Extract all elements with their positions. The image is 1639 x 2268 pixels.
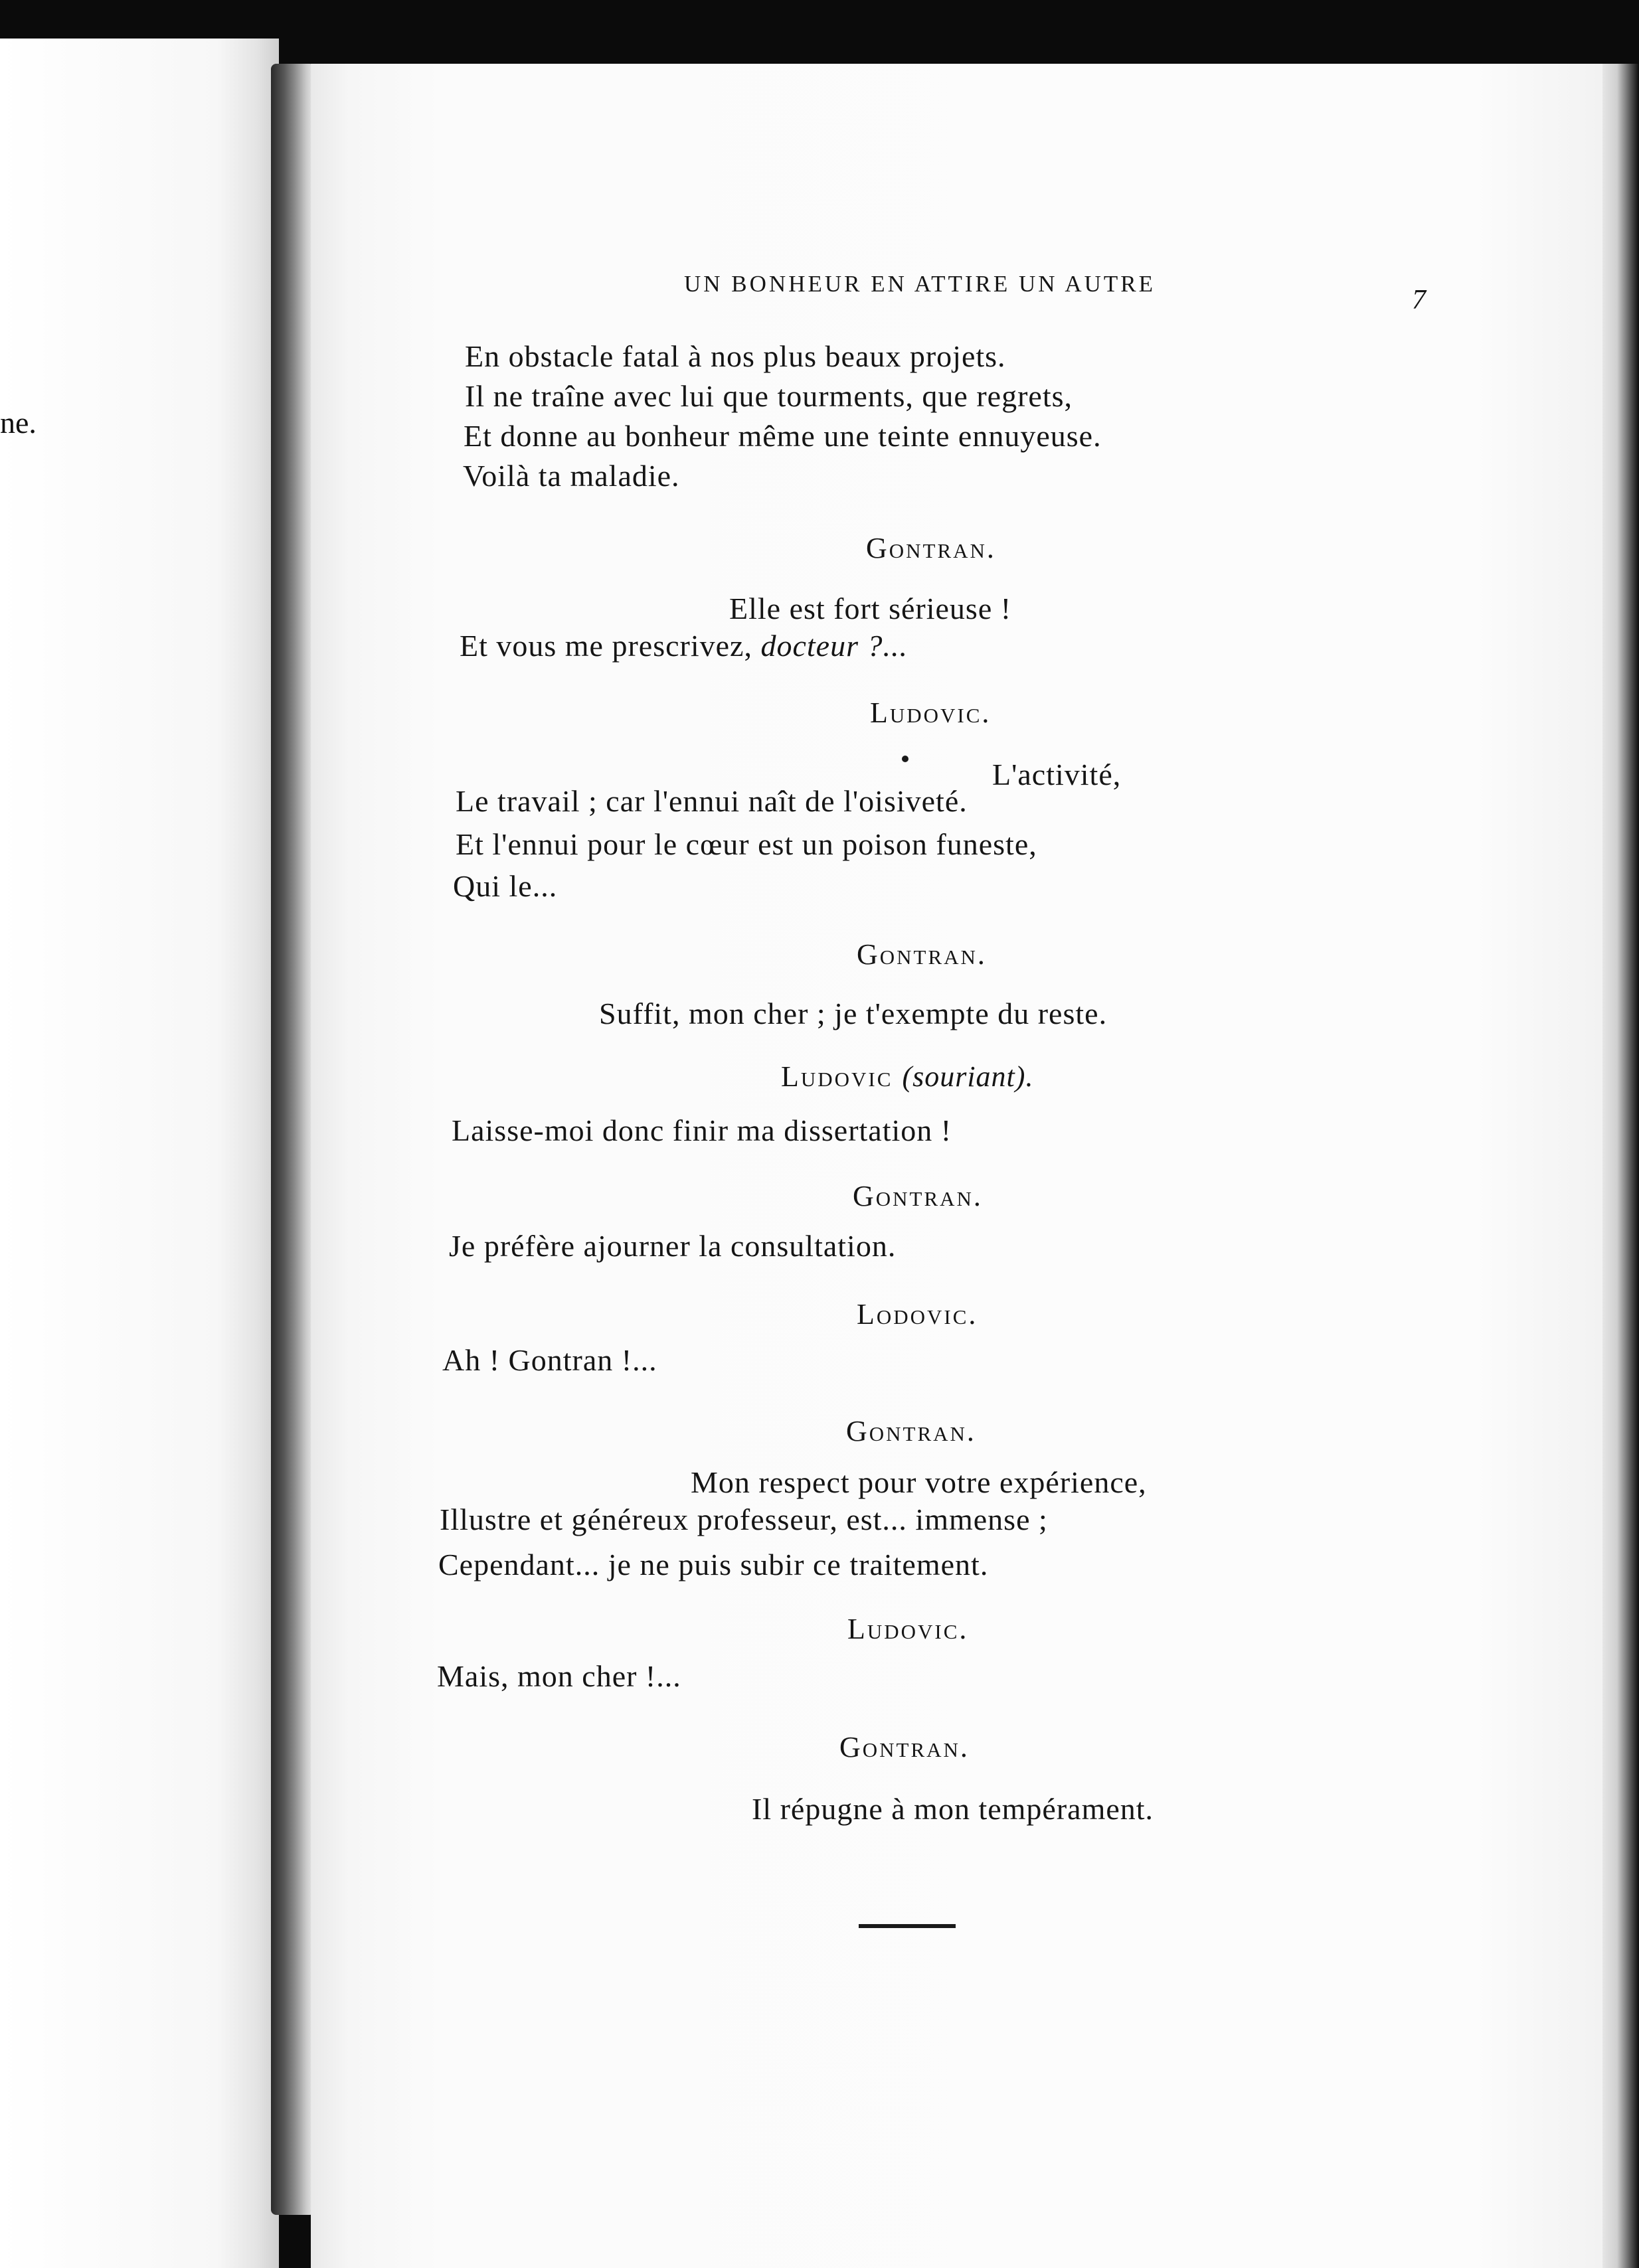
speaker-name: Gontran. xyxy=(857,938,987,971)
left-page xyxy=(0,39,279,2268)
verse-line: Cependant... je ne puis subir ce traitement. xyxy=(438,1548,989,1581)
end-rule xyxy=(859,1924,956,1928)
speaker-label: Ludovic xyxy=(781,1060,893,1093)
verse-line: Elle est fort sérieuse ! xyxy=(729,592,1012,625)
speaker-name: Gontran. xyxy=(839,1731,970,1763)
speaker-name: Gontran. xyxy=(846,1415,976,1447)
italic-text: docteur ?... xyxy=(760,629,908,663)
verse-line: Voilà ta maladie. xyxy=(463,459,680,493)
stage-direction: (souriant). xyxy=(902,1060,1034,1093)
verse-line: Il répugne à mon tempérament. xyxy=(752,1792,1154,1826)
verse-line: Mais, mon cher !... xyxy=(437,1659,681,1693)
speaker-name: Gontran. xyxy=(866,532,996,564)
verse-line: Et donne au bonheur même une teinte ennuyeuse. xyxy=(464,419,1102,453)
speaker-name: Gontran. xyxy=(853,1180,983,1212)
running-head: UN BONHEUR EN ATTIRE UN AUTRE xyxy=(684,271,1156,297)
page-number: 7 xyxy=(1412,285,1426,315)
verse-text: Et vous me prescrivez, xyxy=(460,629,761,663)
left-page-fragment: ne. xyxy=(0,406,37,440)
verse-line: Mon respect pour votre expérience, xyxy=(691,1465,1147,1499)
page-edge-shadow xyxy=(1602,64,1639,2268)
verse-line: Il ne traîne avec lui que tourments, que regrets, xyxy=(465,379,1073,413)
speaker-name: Ludovic. xyxy=(847,1613,969,1645)
verse-line: Le travail ; car l'ennui naît de l'oisiveté. xyxy=(456,784,968,818)
verse-line: Et l'ennui pour le cœur est un poison funeste, xyxy=(456,827,1037,861)
verse-line: Qui le... xyxy=(453,869,558,903)
speaker-name: Lodovic. xyxy=(857,1298,978,1331)
verse-line: Ah ! Gontran !... xyxy=(442,1343,657,1377)
speaker-name: Ludovic. xyxy=(870,696,992,729)
ink-speck xyxy=(902,756,908,762)
verse-line xyxy=(460,628,908,663)
verse-line: En obstacle fatal à nos plus beaux projets. xyxy=(465,339,1006,373)
binding-gutter xyxy=(271,64,315,2215)
verse-line: Illustre et généreux professeur, est... immense ; xyxy=(440,1502,1048,1536)
speaker-name xyxy=(781,1060,1033,1094)
verse-line: Laisse-moi donc finir ma dissertation ! xyxy=(452,1113,952,1147)
verse-line: L'activité, xyxy=(992,758,1122,791)
verse-line: Suffit, mon cher ; je t'exempte du reste. xyxy=(599,997,1108,1030)
verse-line: Je préfère ajourner la consultation. xyxy=(449,1229,897,1263)
